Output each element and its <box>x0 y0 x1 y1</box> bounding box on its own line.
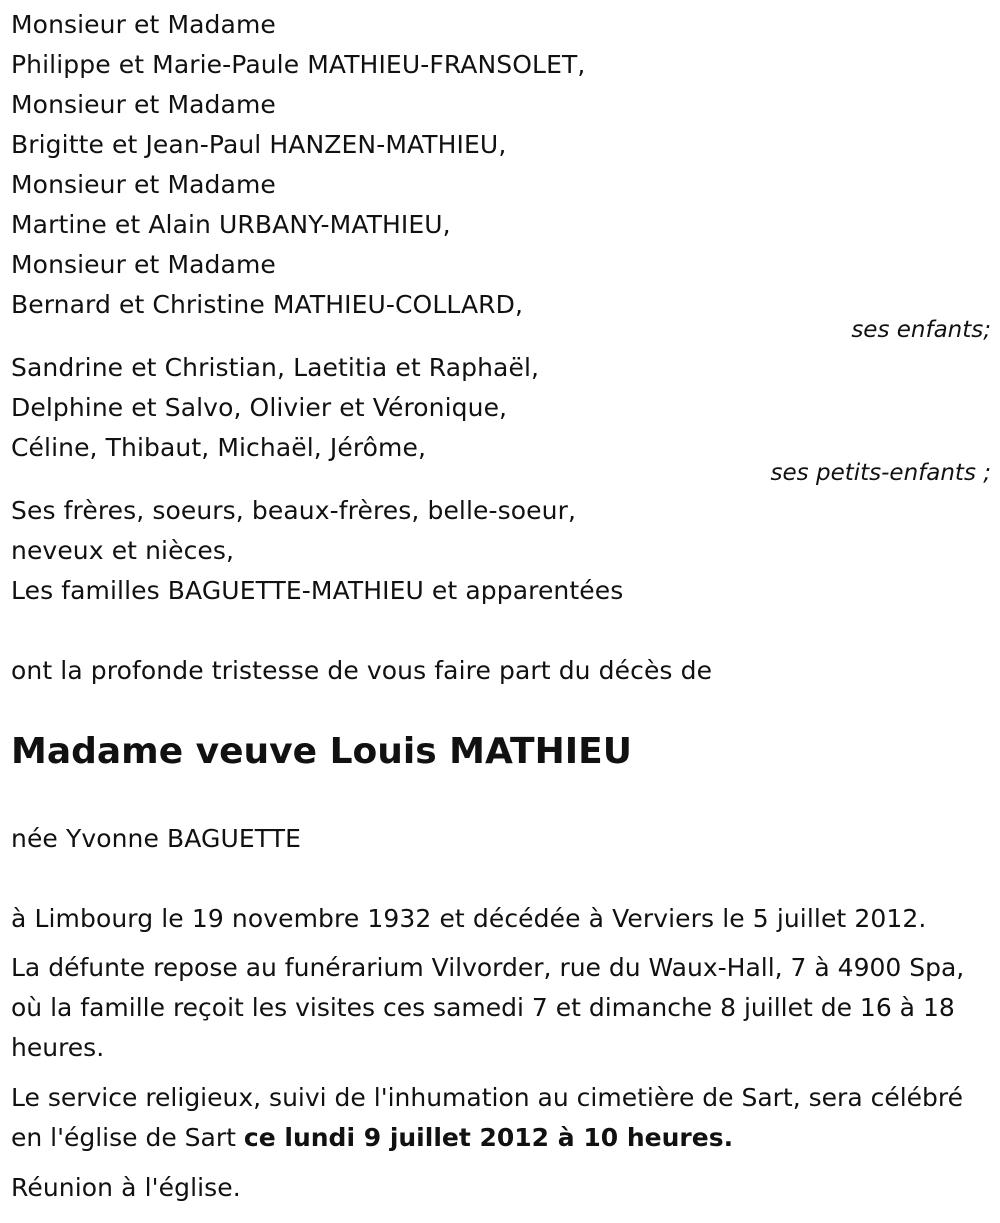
birth-death-text: à Limbourg le 19 novembre 1932 et décédée à Verviers le 5 juillet 2012. <box>11 904 927 933</box>
children-line: Monsieur et Madame <box>11 10 276 39</box>
children-line: Martine et Alain URBANY-MATHIEU, <box>11 210 451 239</box>
children-line: Bernard et Christine MATHIEU-COLLARD, <box>11 290 524 319</box>
children-line: Monsieur et Madame <box>11 90 276 119</box>
announcement-text: ont la profonde tristesse de vous faire part du décès de <box>11 656 713 685</box>
grandchildren-line: Céline, Thibaut, Michaël, Jérôme, <box>11 433 427 462</box>
children-line: Brigitte et Jean-Paul HANZEN-MATHIEU, <box>11 130 507 159</box>
family-line: neveux et nièces, <box>11 536 235 565</box>
repose-paragraph: La défunte repose au funérarium Vilvorder, rue du Waux-Hall, 7 à 4900 Spa, où la famille reçoit les visites ces samedi 7 et dimanche 8 juillet de 16 à 18 heures. <box>11 953 965 1062</box>
family-line: Les familles BAGUETTE-MATHIEU et apparentées <box>11 576 624 605</box>
obituary-notice <box>11 0 991 1223</box>
born-name: née Yvonne BAGUETTE <box>11 824 302 853</box>
grandchildren-line: Sandrine et Christian, Laetitia et Raphaël, <box>11 353 540 382</box>
children-line: Monsieur et Madame <box>11 250 276 279</box>
children-line: Monsieur et Madame <box>11 170 276 199</box>
reunion-text: Réunion à l'église. <box>11 1173 241 1202</box>
service-paragraph <box>11 1078 986 1158</box>
service-date: ce lundi 9 juillet 2012 à 10 heures. <box>243 1123 734 1152</box>
deceased-name: Madame veuve Louis MATHIEU <box>11 731 632 772</box>
children-line: Philippe et Marie-Paule MATHIEU-FRANSOLET, <box>11 50 586 79</box>
children-role: ses enfants; <box>851 317 991 343</box>
grandchildren-line: Delphine et Salvo, Olivier et Véronique, <box>11 393 508 422</box>
grandchildren-role: ses petits-enfants ; <box>770 460 991 486</box>
family-line: Ses frères, soeurs, beaux-frères, belle-soeur, <box>11 496 576 525</box>
service-text: Le service religieux, suivi de l'inhumation au cimetière de Sart, sera célébré en l'église de Sart <box>11 1083 964 1152</box>
